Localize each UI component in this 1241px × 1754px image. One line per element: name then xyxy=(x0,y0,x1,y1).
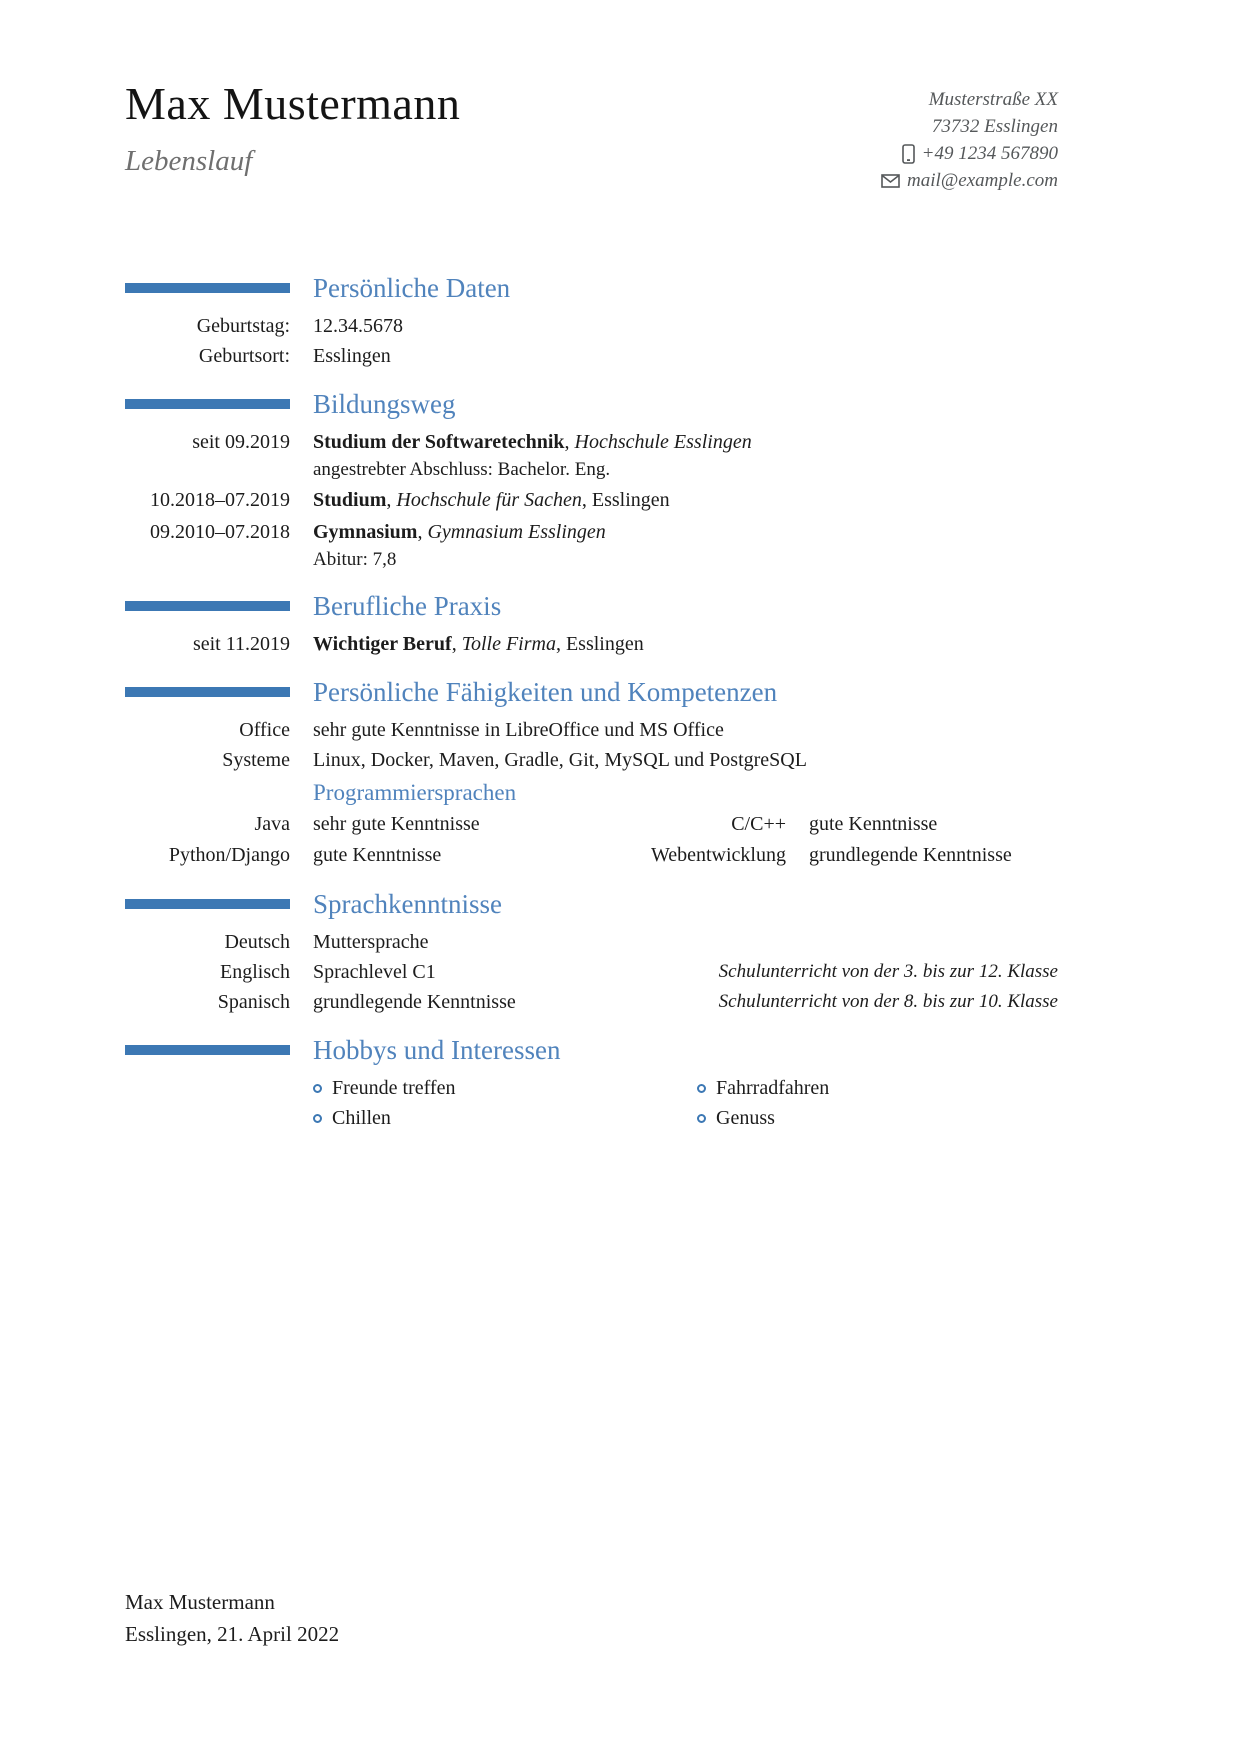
section-header xyxy=(125,271,1058,305)
section-experience xyxy=(125,589,1058,659)
entry-date: 10.2018–07.2019 xyxy=(150,489,290,511)
section-header xyxy=(125,589,1058,623)
education-entry xyxy=(125,517,1058,573)
skill-level: sehr gute Kenntnisse xyxy=(313,813,480,835)
row-label: Geburtstag: xyxy=(196,315,290,337)
email-line xyxy=(881,167,1058,194)
entry-headline: Gymnasium, Gymnasium Esslingen xyxy=(313,521,606,543)
language-note: Schulunterricht von der 3. bis zur 12. Klasse xyxy=(718,961,1058,982)
language-row xyxy=(125,987,1058,1017)
signature-block xyxy=(125,1586,339,1650)
experience-entry xyxy=(125,629,1058,659)
section-header xyxy=(125,675,1058,709)
skill-label: Webentwicklung xyxy=(650,844,786,866)
circle-bullet-icon xyxy=(697,1114,706,1123)
language-row xyxy=(125,927,1058,957)
header xyxy=(125,78,1058,191)
skill-level: gute Kenntnisse xyxy=(809,813,938,835)
language-name: Englisch xyxy=(220,961,290,983)
phone-number: +49 1234 567890 xyxy=(921,143,1058,164)
hobby-label: Genuss xyxy=(716,1107,775,1129)
entry-note: Abitur: 7,8 xyxy=(313,549,397,570)
language-note xyxy=(676,927,1058,957)
section-accent-bar xyxy=(125,399,290,409)
header-left xyxy=(125,78,460,180)
hobby-item xyxy=(313,1073,697,1103)
entry-date: seit 09.2019 xyxy=(192,431,290,453)
signature-place-date: Esslingen, 21. April 2022 xyxy=(125,1622,340,1646)
section-education xyxy=(125,387,1058,573)
address-line-1: Musterstraße XX xyxy=(928,89,1058,110)
row-label: Office xyxy=(239,719,290,741)
circle-bullet-icon xyxy=(313,1084,322,1093)
programming-skills-grid xyxy=(125,809,1058,871)
section-title: Bildungsweg xyxy=(313,389,456,419)
entry-body xyxy=(313,485,1058,515)
skill-level: grundlegende Kenntnisse xyxy=(809,844,1012,866)
document-subtitle: Lebenslauf xyxy=(125,145,253,177)
personal-row xyxy=(125,341,1058,371)
entry-body xyxy=(313,629,1058,659)
language-note: Schulunterricht von der 8. bis zur 10. Klasse xyxy=(718,991,1058,1012)
skills-subheading: Programmiersprachen xyxy=(313,780,517,805)
language-name: Spanisch xyxy=(217,991,290,1013)
section-hobbies xyxy=(125,1033,1058,1133)
entry-body xyxy=(313,427,1058,483)
section-header xyxy=(125,387,1058,421)
skill-row xyxy=(125,715,1058,745)
entry-body xyxy=(313,517,1058,573)
contact-block xyxy=(881,86,1058,194)
hobby-item xyxy=(697,1073,1058,1103)
entry-date: 09.2010–07.2018 xyxy=(150,521,290,543)
language-level: Muttersprache xyxy=(313,931,429,953)
skill-row xyxy=(125,745,1058,775)
section-title: Hobbys und Interessen xyxy=(313,1035,561,1065)
row-label: Systeme xyxy=(222,749,290,771)
section-title: Berufliche Praxis xyxy=(313,591,502,621)
page-title: Max Mustermann xyxy=(125,78,461,129)
skill-label: Python/Django xyxy=(168,844,290,866)
section-accent-bar xyxy=(125,687,290,697)
signature-name: Max Mustermann xyxy=(125,1590,275,1614)
row-label: Geburtsort: xyxy=(198,345,290,367)
phone-line xyxy=(881,140,1058,167)
personal-row xyxy=(125,311,1058,341)
section-accent-bar xyxy=(125,899,290,909)
skill-label: C/C++ xyxy=(731,813,786,835)
phone-icon xyxy=(902,144,915,164)
section-accent-bar xyxy=(125,1045,290,1055)
row-value: Esslingen xyxy=(313,345,391,367)
circle-bullet-icon xyxy=(697,1084,706,1093)
entry-headline: Wichtiger Beruf, Tolle Firma, Esslingen xyxy=(313,633,644,655)
education-entry xyxy=(125,427,1058,483)
language-level: grundlegende Kenntnisse xyxy=(313,991,516,1013)
language-level: Sprachlevel C1 xyxy=(313,961,436,983)
language-row xyxy=(125,957,1058,987)
language-name: Deutsch xyxy=(224,931,290,953)
entry-date: seit 11.2019 xyxy=(192,633,290,655)
section-header xyxy=(125,887,1058,921)
hobbies-grid xyxy=(313,1073,1058,1133)
email-address: mail@example.com xyxy=(907,170,1058,191)
section-accent-bar xyxy=(125,283,290,293)
hobby-item xyxy=(697,1103,1058,1133)
skill-level: gute Kenntnisse xyxy=(313,844,442,866)
skill-label: Java xyxy=(254,813,290,835)
entry-headline: Studium der Softwaretechnik, Hochschule Esslingen xyxy=(313,431,752,453)
entry-note: angestrebter Abschluss: Bachelor. Eng. xyxy=(313,459,611,480)
row-value: sehr gute Kenntnisse in LibreOffice und MS Office xyxy=(313,719,724,741)
section-title: Sprachkenntnisse xyxy=(313,889,502,919)
section-languages xyxy=(125,887,1058,1017)
hobby-label: Chillen xyxy=(332,1107,391,1129)
circle-bullet-icon xyxy=(313,1114,322,1123)
section-title: Persönliche Daten xyxy=(313,273,511,303)
entry-headline: Studium, Hochschule für Sachen, Esslingen xyxy=(313,489,670,511)
education-entry xyxy=(125,485,1058,515)
mail-icon xyxy=(881,174,900,188)
section-personal-data xyxy=(125,271,1058,371)
hobby-label: Fahrradfahren xyxy=(716,1077,830,1099)
section-skills xyxy=(125,675,1058,871)
section-header xyxy=(125,1033,1058,1067)
hobby-label: Freunde treffen xyxy=(332,1077,456,1099)
hobby-item xyxy=(313,1103,697,1133)
row-value: Linux, Docker, Maven, Gradle, Git, MySQL und PostgreSQL xyxy=(313,749,807,771)
address-line-2: 73732 Esslingen xyxy=(931,116,1058,137)
section-accent-bar xyxy=(125,601,290,611)
section-title: Persönliche Fähigkeiten und Kompetenzen xyxy=(313,677,778,707)
row-value: 12.34.5678 xyxy=(313,315,403,337)
